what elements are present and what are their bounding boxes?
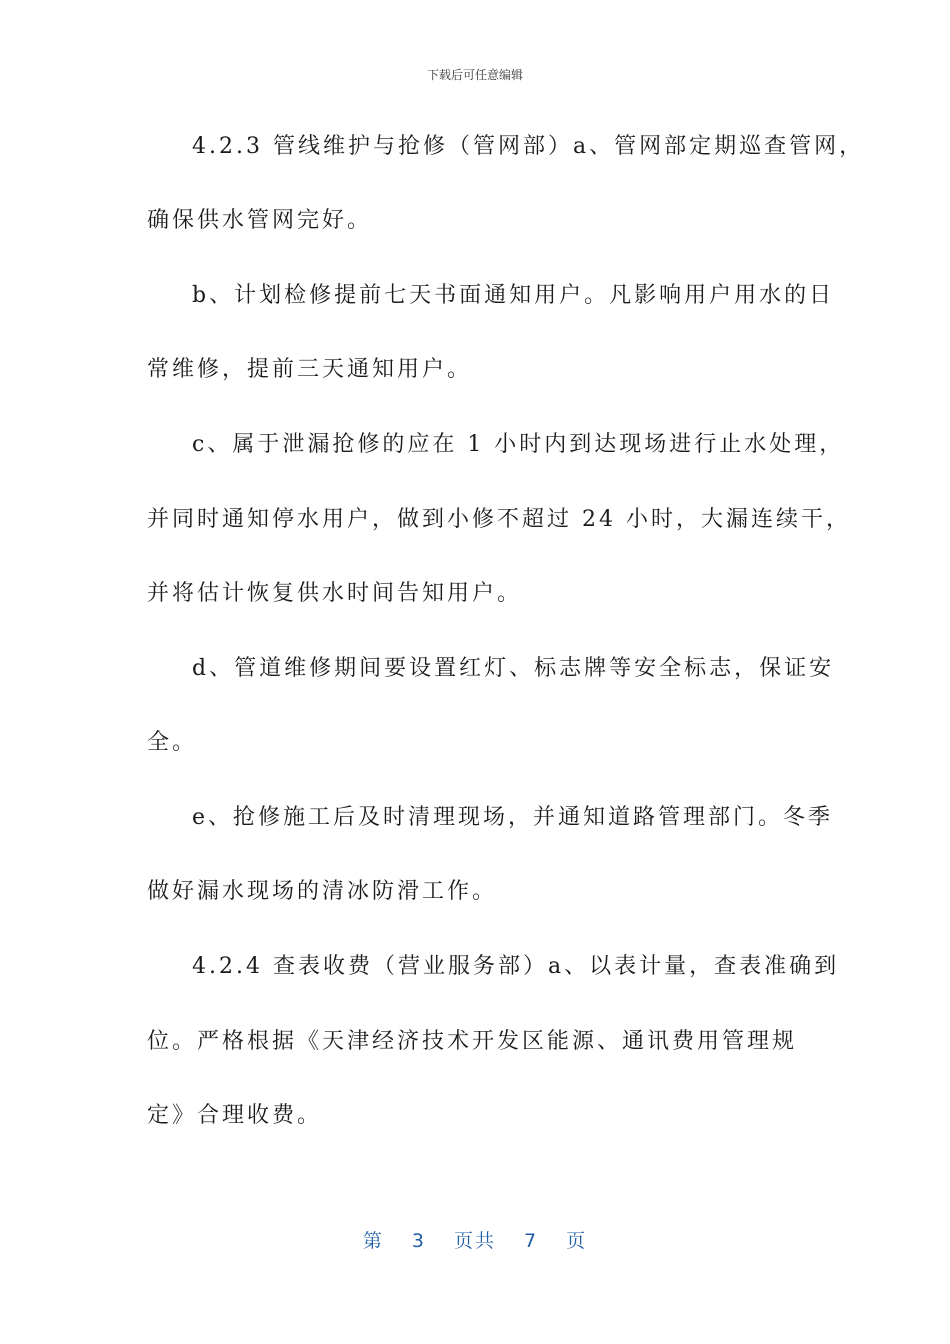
paragraph-line: 并同时通知停水用户，做到小修不超过 24 小时，大漏连续干， (147, 507, 851, 532)
paragraph-line: b、计划检修提前七天书面通知用户。凡影响用户用水的日 (192, 283, 835, 308)
footer-middle: 页共 (453, 1230, 496, 1252)
paragraph-line: 做好漏水现场的清冰防滑工作。 (147, 879, 498, 904)
paragraph-line: c、属于泄漏抢修的应在 1 小时内到达现场进行止水处理， (192, 432, 845, 457)
paragraph-line: e、抢修施工后及时清理现场，并通知道路管理部门。冬季 (192, 805, 834, 830)
paragraph-line: 全。 (147, 730, 198, 755)
footer-prefix: 第 (362, 1230, 384, 1252)
paragraph-line: 位。严格根据《天津经济技术开发区能源、通讯费用管理规 (147, 1029, 798, 1054)
page-footer (0, 1226, 950, 1253)
paragraph-line: 定》合理收费。 (147, 1103, 323, 1128)
footer-total-pages: 7 (524, 1230, 539, 1252)
paragraph-line: 4.2.4 查表收费（营业服务部）a、以表计量，查表准确到 (192, 954, 840, 979)
footer-suffix: 页 (566, 1230, 588, 1252)
paragraph-line: 常维修，提前三天通知用户。 (147, 357, 473, 382)
header-note: 下载后可任意编辑 (426, 68, 523, 82)
paragraph-line: 确保供水管网完好。 (147, 208, 373, 233)
paragraph-line: 4.2.3 管线维护与抢修（管网部）a、管网部定期巡查管网， (192, 134, 865, 159)
paragraph-line: d、管道维修期间要设置红灯、标志牌等安全标志，保证安 (192, 656, 835, 681)
footer-current-page: 3 (411, 1230, 426, 1252)
paragraph-line: 并将估计恢复供水时间告知用户。 (147, 581, 523, 606)
